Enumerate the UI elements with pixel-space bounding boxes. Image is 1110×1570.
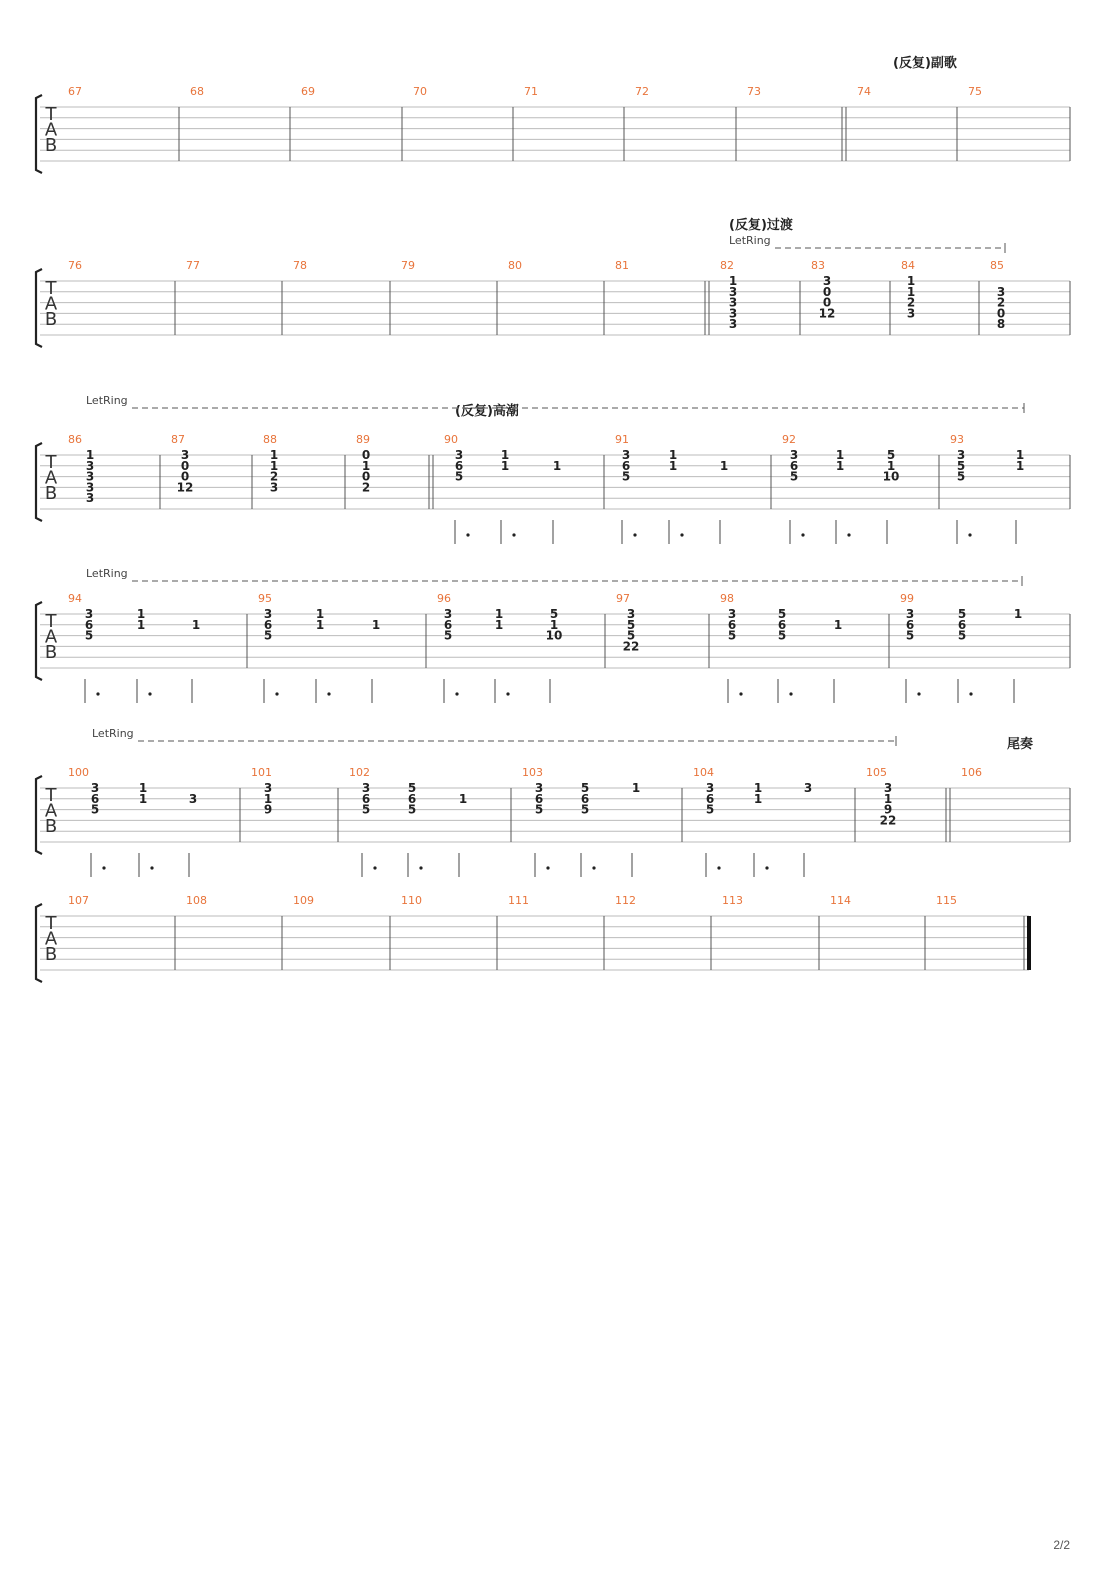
section-label: (反复)过渡 [729, 218, 793, 233]
measure-number: 84 [901, 259, 915, 272]
fret-number: 1 [494, 617, 504, 632]
measure-number: 71 [524, 85, 538, 98]
fret-number: 1 [315, 607, 325, 621]
fret-number: 6 [454, 458, 464, 473]
fret-number: 1 [668, 448, 678, 462]
section-label: 尾奏 [1007, 737, 1034, 752]
measure-number: 100 [68, 766, 89, 779]
fret-number: 5 [956, 469, 966, 484]
final-barline-thick [1027, 916, 1031, 970]
measure-number: 98 [720, 592, 734, 605]
rhythm-dot [917, 692, 920, 695]
tab-clef-letter: B [44, 642, 58, 663]
fret-number: 6 [789, 458, 799, 473]
fret-number: 2 [906, 295, 916, 310]
fret-number: 5 [84, 628, 94, 643]
rhythm-dot [847, 533, 850, 536]
fret-number: 5 [361, 802, 371, 817]
tab-clef-letter: T [45, 278, 57, 299]
fret-number: 5 [534, 802, 544, 817]
measure-number: 109 [293, 894, 314, 907]
measure-number: 108 [186, 894, 207, 907]
rhythm-dot [466, 533, 469, 536]
fret-number: 12 [818, 306, 836, 321]
measure-number: 101 [251, 766, 272, 779]
fret-number: 6 [263, 617, 273, 632]
rhythm-dot [275, 692, 278, 695]
fret-number: 3 [728, 317, 738, 332]
fret-number: 1 [85, 448, 95, 462]
fret-number: 5 [263, 628, 273, 643]
measure-number: 68 [190, 85, 204, 98]
fret-number: 1 [835, 458, 845, 473]
measure-number: 74 [857, 85, 871, 98]
measure-number: 105 [866, 766, 887, 779]
let-ring-label: LetRing [86, 394, 128, 407]
measure-number: 78 [293, 259, 307, 272]
measure-number: 85 [990, 259, 1004, 272]
measure-number: 93 [950, 433, 964, 446]
fret-number: 10 [545, 628, 563, 643]
tab-clef-letter: A [44, 467, 58, 489]
fret-number: 3 [443, 607, 453, 621]
fret-number: 3 [822, 274, 832, 288]
measure-number: 92 [782, 433, 796, 446]
fret-number: 6 [905, 617, 915, 632]
fret-number: 5 [957, 628, 967, 643]
fret-number: 1 [138, 791, 148, 806]
fret-number: 1 [191, 617, 201, 632]
fret-number: 5 [580, 802, 590, 817]
measure-number: 82 [720, 259, 734, 272]
measure-number: 94 [68, 592, 82, 605]
fret-number: 1 [833, 617, 843, 632]
fret-number: 0 [361, 469, 371, 484]
tab-clef-letter: B [44, 135, 58, 156]
tab-clef-letter: A [44, 119, 58, 141]
fret-number: 3 [728, 295, 738, 310]
tab-clef-letter: T [45, 104, 57, 125]
fret-number: 0 [361, 448, 371, 462]
fret-number: 2 [269, 469, 279, 484]
fret-number: 1 [668, 458, 678, 473]
fret-number: 5 [956, 458, 966, 473]
fret-number: 1 [886, 458, 896, 473]
fret-number: 0 [180, 458, 190, 473]
rhythm-dot [765, 866, 768, 869]
fret-number: 5 [905, 628, 915, 643]
page-number: 2/2 [1053, 1538, 1070, 1552]
fret-number: 8 [996, 317, 1006, 332]
rhythm-dot [969, 692, 972, 695]
rhythm-dot [102, 866, 105, 869]
fret-number: 6 [727, 617, 737, 632]
fret-number: 3 [188, 791, 198, 806]
measure-number: 113 [722, 894, 743, 907]
fret-number: 3 [263, 607, 273, 621]
measure-number: 67 [68, 85, 82, 98]
fret-number: 3 [727, 607, 737, 621]
fret-number: 6 [84, 617, 94, 632]
measure-number: 89 [356, 433, 370, 446]
fret-number: 3 [956, 448, 966, 462]
fret-number: 3 [996, 284, 1006, 299]
fret-number: 22 [622, 639, 640, 654]
rhythm-dot [717, 866, 720, 869]
fret-number: 3 [728, 306, 738, 321]
fret-number: 1 [269, 458, 279, 473]
fret-number: 5 [777, 607, 787, 621]
fret-number: 1 [500, 458, 510, 473]
fret-number: 5 [705, 802, 715, 817]
fret-number: 1 [883, 791, 893, 806]
tab-clef-letter: B [44, 944, 58, 965]
measure-number: 77 [186, 259, 200, 272]
fret-number: 5 [443, 628, 453, 643]
measure-number: 114 [830, 894, 851, 907]
fret-number: 1 [263, 791, 273, 806]
fret-number: 3 [626, 607, 636, 621]
fret-number: 5 [90, 802, 100, 817]
fret-number: 2 [361, 480, 371, 495]
rhythm-dot [373, 866, 376, 869]
measure-number: 112 [615, 894, 636, 907]
fret-number: 5 [957, 607, 967, 621]
fret-number: 3 [883, 781, 893, 795]
measure-number: 88 [263, 433, 277, 446]
rhythm-dot [96, 692, 99, 695]
fret-number: 3 [534, 781, 544, 795]
fret-number: 6 [534, 791, 544, 806]
tab-clef-letter: B [44, 309, 58, 330]
fret-number: 1 [1015, 458, 1025, 473]
tab-clef-letter: A [44, 293, 58, 315]
measure-number: 87 [171, 433, 185, 446]
tab-clef-letter: A [44, 928, 58, 950]
fret-number: 1 [906, 284, 916, 299]
tab-clef-letter: B [44, 816, 58, 837]
measure-number: 104 [693, 766, 714, 779]
rhythm-dot [148, 692, 151, 695]
fret-number: 3 [906, 306, 916, 321]
fret-number: 5 [454, 469, 464, 484]
fret-number: 9 [883, 802, 893, 817]
section-label: (反复)副歌 [893, 56, 957, 71]
measure-number: 75 [968, 85, 982, 98]
fret-number: 0 [996, 306, 1006, 321]
measure-number: 96 [437, 592, 451, 605]
fret-number: 12 [176, 480, 194, 495]
fret-number: 3 [789, 448, 799, 462]
fret-number: 1 [631, 781, 641, 795]
fret-number: 0 [180, 469, 190, 484]
fret-number: 3 [263, 781, 273, 795]
measure-number: 70 [413, 85, 427, 98]
fret-number: 1 [371, 617, 381, 632]
fret-number: 3 [85, 469, 95, 484]
fret-number: 3 [269, 480, 279, 495]
tab-clef-letter: A [44, 800, 58, 822]
fret-number: 5 [549, 607, 559, 621]
fret-number: 1 [136, 607, 146, 621]
fret-number: 3 [728, 284, 738, 299]
fret-number: 6 [777, 617, 787, 632]
fret-number: 5 [777, 628, 787, 643]
rhythm-dot [968, 533, 971, 536]
rhythm-dot [789, 692, 792, 695]
fret-number: 1 [552, 458, 562, 473]
let-ring-label: LetRing [92, 727, 134, 740]
fret-number: 5 [626, 628, 636, 643]
fret-number: 1 [136, 617, 146, 632]
fret-number: 3 [180, 448, 190, 462]
fret-number: 3 [803, 781, 813, 795]
fret-number: 1 [494, 607, 504, 621]
measure-number: 90 [444, 433, 458, 446]
fret-number: 3 [905, 607, 915, 621]
fret-number: 5 [407, 781, 417, 795]
fret-number: 1 [500, 448, 510, 462]
rhythm-dot [327, 692, 330, 695]
measure-number: 103 [522, 766, 543, 779]
fret-number: 1 [719, 458, 729, 473]
fret-number: 3 [621, 448, 631, 462]
fret-number: 3 [84, 607, 94, 621]
fret-number: 6 [443, 617, 453, 632]
fret-number: 1 [906, 274, 916, 288]
fret-number: 1 [315, 617, 325, 632]
fret-number: 3 [361, 781, 371, 795]
rhythm-dot [512, 533, 515, 536]
measure-number: 110 [401, 894, 422, 907]
fret-number: 1 [458, 791, 468, 806]
rhythm-dot [455, 692, 458, 695]
fret-number: 1 [753, 781, 763, 795]
tab-clef-letter: T [45, 611, 57, 632]
rhythm-dot [739, 692, 742, 695]
fret-number: 6 [90, 791, 100, 806]
measure-number: 106 [961, 766, 982, 779]
measure-number: 80 [508, 259, 522, 272]
measure-number: 72 [635, 85, 649, 98]
measure-number: 95 [258, 592, 272, 605]
fret-number: 10 [882, 469, 900, 484]
fret-number: 1 [549, 617, 559, 632]
fret-number: 5 [727, 628, 737, 643]
measure-number: 97 [616, 592, 630, 605]
let-ring-label: LetRing [86, 567, 128, 580]
fret-number: 5 [407, 802, 417, 817]
let-ring-label: LetRing [729, 234, 771, 247]
measure-number: 83 [811, 259, 825, 272]
measure-number: 111 [508, 894, 529, 907]
fret-number: 3 [90, 781, 100, 795]
rhythm-dot [592, 866, 595, 869]
rhythm-dot [801, 533, 804, 536]
fret-number: 5 [621, 469, 631, 484]
fret-number: 3 [85, 480, 95, 495]
rhythm-dot [546, 866, 549, 869]
fret-number: 5 [626, 617, 636, 632]
fret-number: 3 [705, 781, 715, 795]
fret-number: 3 [454, 448, 464, 462]
measure-number: 91 [615, 433, 629, 446]
rhythm-dot [150, 866, 153, 869]
measure-number: 102 [349, 766, 370, 779]
rhythm-dot [506, 692, 509, 695]
fret-number: 1 [835, 448, 845, 462]
measure-number: 99 [900, 592, 914, 605]
measure-number: 115 [936, 894, 957, 907]
measure-number: 86 [68, 433, 82, 446]
fret-number: 0 [822, 284, 832, 299]
measure-number: 76 [68, 259, 82, 272]
fret-number: 3 [85, 458, 95, 473]
fret-number: 6 [621, 458, 631, 473]
fret-number: 1 [138, 781, 148, 795]
fret-number: 5 [789, 469, 799, 484]
measure-number: 81 [615, 259, 629, 272]
fret-number: 9 [263, 802, 273, 817]
fret-number: 1 [361, 458, 371, 473]
tab-clef-letter: B [44, 483, 58, 504]
fret-number: 1 [728, 274, 738, 288]
fret-number: 1 [1015, 448, 1025, 462]
fret-number: 2 [996, 295, 1006, 310]
tab-clef-letter: T [45, 913, 57, 934]
rhythm-dot [680, 533, 683, 536]
measure-number: 79 [401, 259, 415, 272]
tab-clef-letter: T [45, 452, 57, 473]
fret-number: 3 [85, 491, 95, 506]
fret-number: 6 [580, 791, 590, 806]
measure-number: 73 [747, 85, 761, 98]
fret-number: 1 [269, 448, 279, 462]
fret-number: 6 [705, 791, 715, 806]
measure-number: 107 [68, 894, 89, 907]
fret-number: 5 [580, 781, 590, 795]
fret-number: 6 [407, 791, 417, 806]
rhythm-dot [633, 533, 636, 536]
measure-number: 69 [301, 85, 315, 98]
fret-number: 6 [361, 791, 371, 806]
rhythm-dot [419, 866, 422, 869]
tab-clef-letter: T [45, 785, 57, 806]
fret-number: 22 [879, 813, 897, 828]
fret-number: 0 [822, 295, 832, 310]
fret-number: 1 [1013, 607, 1023, 621]
tab-clef-letter: A [44, 626, 58, 648]
fret-number: 5 [886, 448, 896, 462]
fret-number: 1 [753, 791, 763, 806]
section-label: (反复)高潮 [455, 404, 519, 419]
fret-number: 6 [957, 617, 967, 632]
